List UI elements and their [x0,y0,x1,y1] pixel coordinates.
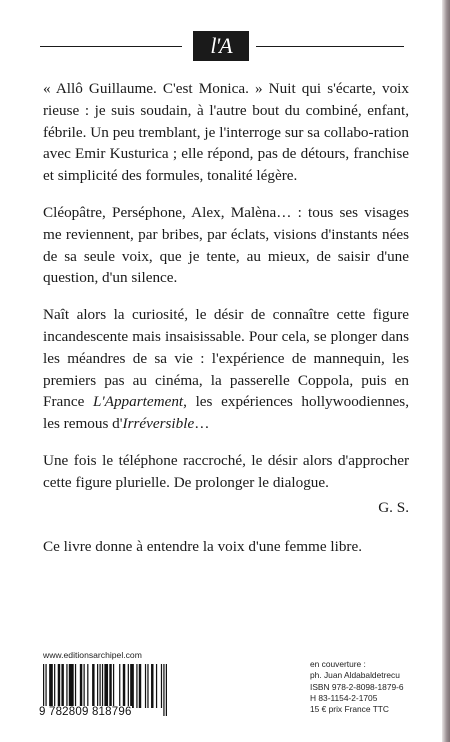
publisher-header [40,31,404,61]
barcode-bar [128,664,129,708]
barcode-bar [139,664,141,708]
credit-line: en couverture : [310,659,366,669]
barcode-bar [75,664,76,708]
barcode-bar [130,664,134,708]
barcode-bar [161,664,162,708]
paragraph-3 [43,304,409,435]
film-title-appartement: L'Appartement [92,393,184,411]
barcode-bar [136,664,137,708]
barcode-bar [166,664,167,716]
barcode-bar [92,664,94,708]
author-signature: G. S. [378,498,409,516]
publisher-logo: l'A [193,31,249,61]
header-rule-right [256,46,404,47]
credit-line: H 83-1154-2-1705 [310,692,378,703]
book-spine-edge [442,0,450,742]
barcode-bar [66,664,67,708]
barcode-bar [99,664,100,708]
barcode-bar [80,664,82,708]
cover-credits [310,659,445,715]
barcode-bar [49,664,53,708]
credit-line: ph. Juan Aldabaldetrecu [310,670,400,681]
barcode-bar [119,664,120,708]
paragraph-2: Cléopâtre, Perséphone, Alex, Malèna… : tous ses visages me reviennent, par bribes, par éclats, visions d'instants nées de sa seule voix, que je tente, au mieux, de saisir d'une question, d'un silence. [43,203,409,287]
barcode-bar [156,664,157,708]
barcode-bar [61,664,63,708]
barcode-bar [87,664,88,708]
barcode-bar [147,664,148,708]
paragraph-3-after: … [194,415,210,433]
paragraph-3-middle: , les expériences hollywoodiennes, les remous d' [43,393,409,433]
barcode-bar [84,664,85,708]
barcode-bar [123,664,125,708]
header-rule-left [40,46,182,47]
barcode-bar [151,664,153,708]
credit-line: ISBN 978-2-8098-1879-6 [310,681,404,692]
barcode-bar [163,664,164,716]
paragraph-4: Une fois le téléphone raccroché, le désir alors d'approcher cette figure plurielle. De prolonger le dialogue. [43,451,409,491]
film-title-irreversible: Irréversible [122,415,195,433]
publisher-website: www.editionsarchipel.com [43,650,142,660]
back-cover-text [43,78,409,573]
barcode-bar [54,664,55,708]
barcode-bar [58,664,60,708]
barcode-bar [69,664,74,708]
credit-line: 15 € prix France TTC [310,704,389,715]
barcode-bar [145,664,146,708]
barcode-bar [97,664,98,708]
barcode-bar [113,664,114,708]
barcode-bar [109,664,111,708]
paragraph-5: Ce livre donne à entendre la voix d'une femme libre. [43,538,363,556]
paragraph-3-before: Naît alors la curiosité, le désir de connaître cette figure incandescente mais insaisissable. Pour cela, se plonger dans les méandres de sa vie : l'expérience de mannequin, les premiers pas au cinéma, la passerelle Coppola, puis en France [43,306,409,411]
barcode-number: 9 782809 818796 [39,706,132,718]
paragraph-1: « Allô Guillaume. C'est Monica. » Nuit qui s'écarte, voix rieuse : je suis soudain, à l'autre bout du combiné, enfant, fébrile. Un peu tremblant, je l'interroge sur sa collabo-ration avec Emir Kusturica ; elle répond, pas de détours, franchise et simplicité des formules, tonalité légère. [43,80,409,185]
